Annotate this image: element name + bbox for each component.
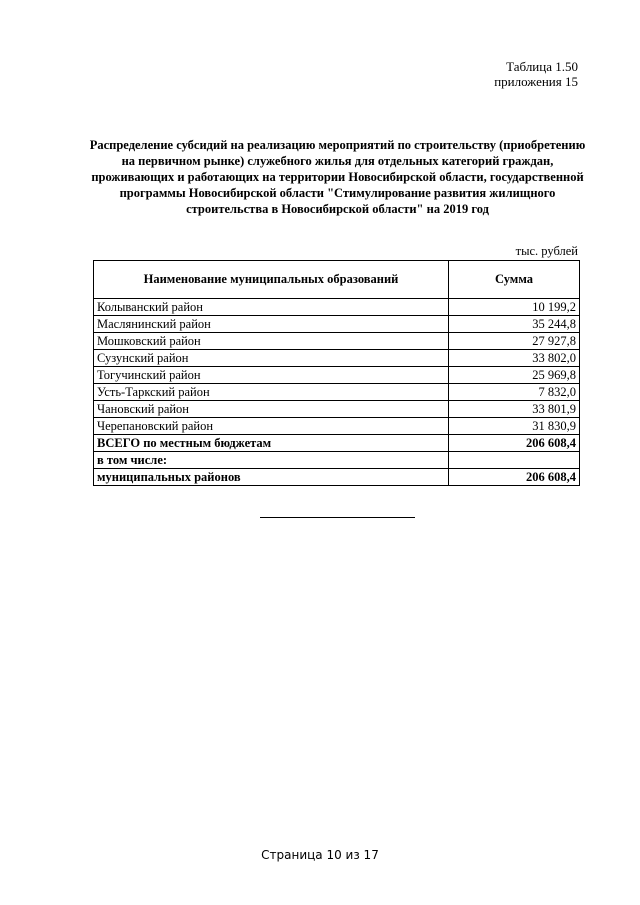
table-reference [494, 59, 578, 89]
table-row [94, 401, 580, 418]
row-name: ВСЕГО по местным бюджетам [94, 435, 449, 452]
subheading-row [94, 452, 580, 469]
row-sum: 27 927,8 [449, 333, 580, 350]
column-header-sum: Сумма [449, 261, 580, 299]
table-row [94, 418, 580, 435]
row-sum: 10 199,2 [449, 299, 580, 316]
row-name: Чановский район [94, 401, 449, 418]
table-number: Таблица 1.50 [506, 59, 578, 74]
row-sum: 33 802,0 [449, 350, 580, 367]
subtotal-row [94, 469, 580, 486]
row-name: Маслянинский район [94, 316, 449, 333]
row-name: Мошковский район [94, 333, 449, 350]
document-title: Распределение субсидий на реализацию мероприятий по строительству (приобретению на первичном рынке) служебного жилья для отдельных категорий граждан, проживающих и работающих на территории Новосибирской области, государственной программы Новосибирской области "Стимулирование развития жилищного строительства в Новосибирской области" на 2019 год [89, 138, 586, 216]
row-sum [449, 452, 580, 469]
row-sum: 7 832,0 [449, 384, 580, 401]
table-row [94, 299, 580, 316]
end-divider [260, 517, 415, 518]
row-name: Сузунский район [94, 350, 449, 367]
row-sum: 206 608,4 [449, 435, 580, 452]
row-sum: 25 969,8 [449, 367, 580, 384]
row-sum: 35 244,8 [449, 316, 580, 333]
row-name: Усть-Таркский район [94, 384, 449, 401]
table-row [94, 333, 580, 350]
table-row [94, 316, 580, 333]
row-name: Тогучинский район [94, 367, 449, 384]
row-sum: 206 608,4 [449, 469, 580, 486]
row-name: Черепановский район [94, 418, 449, 435]
row-name: Колыванский район [94, 299, 449, 316]
table-row [94, 384, 580, 401]
row-name: в том числе: [94, 452, 449, 469]
row-sum: 31 830,9 [449, 418, 580, 435]
row-sum: 33 801,9 [449, 401, 580, 418]
subsidy-table [93, 260, 580, 486]
table-row [94, 350, 580, 367]
table-header-row [94, 261, 580, 299]
page-number: Страница 10 из 17 [261, 848, 379, 862]
column-header-name: Наименование муниципальных образований [94, 261, 449, 299]
table-row [94, 367, 580, 384]
appendix-reference: приложения 15 [494, 74, 578, 89]
row-name: муниципальных районов [94, 469, 449, 486]
units-label: тыс. рублей [515, 244, 578, 258]
total-row [94, 435, 580, 452]
